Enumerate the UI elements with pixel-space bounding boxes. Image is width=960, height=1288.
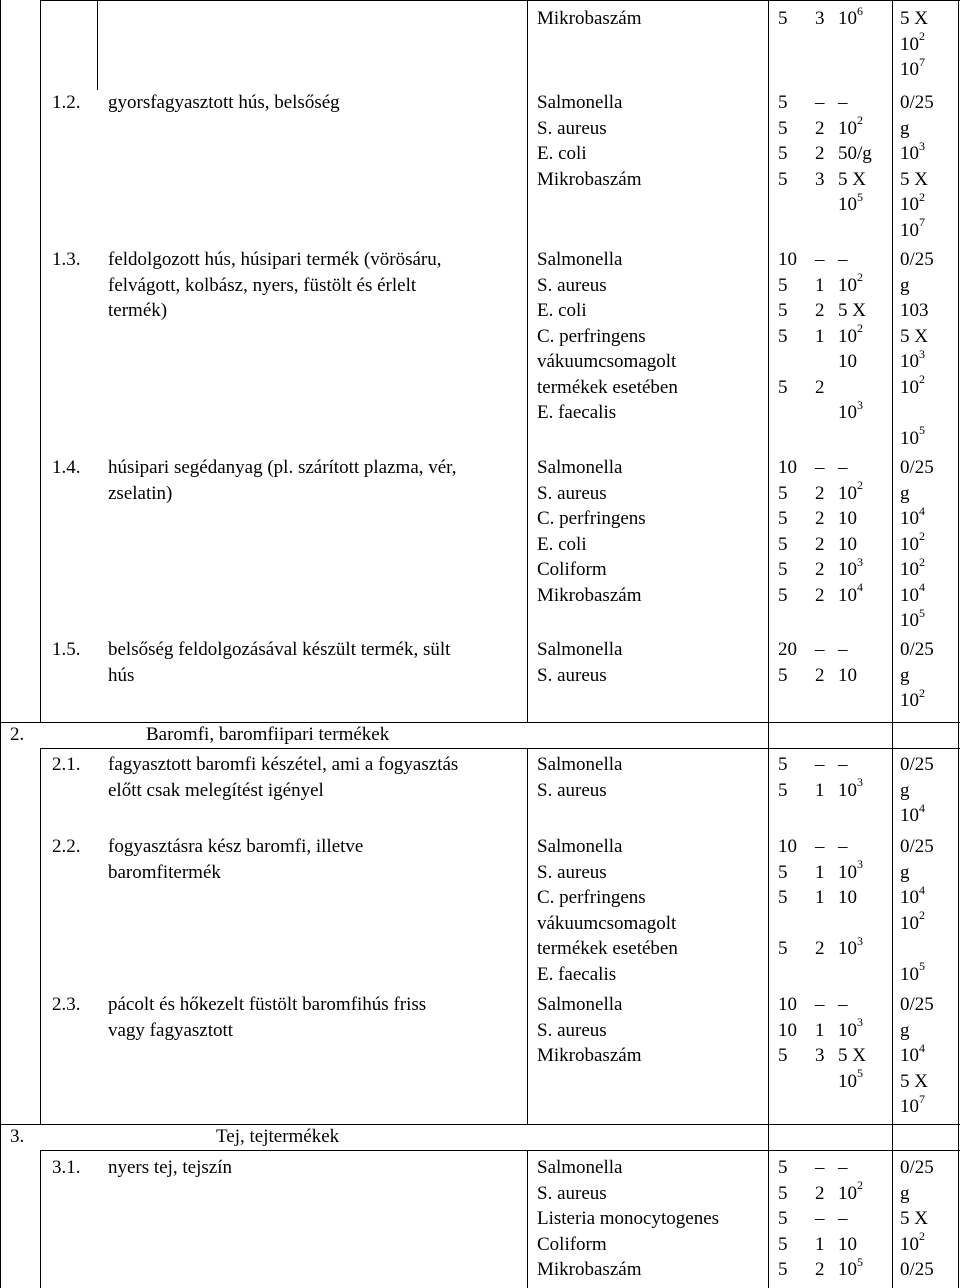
row-indicators-line: Salmonella [537, 836, 623, 857]
row-M-line: $10^3$ [900, 138, 925, 164]
row-n-line: 5 [778, 779, 788, 801]
row-c-line: 1 [815, 887, 825, 908]
row-c [815, 637, 825, 688]
row-m-line: $10^3$ [838, 554, 863, 580]
header-M [900, 6, 928, 83]
row-c-line: 2 [815, 376, 825, 398]
row-n-line: 5 [778, 92, 788, 113]
row-m [838, 992, 866, 1094]
row-n [778, 1155, 788, 1283]
row-n [778, 752, 788, 803]
row-c [815, 992, 825, 1069]
row-n [778, 992, 797, 1069]
row-description-line: belsőség feldolgozásával készült termék, sült [108, 639, 451, 660]
row-n-line: 10 [778, 1019, 797, 1041]
row-m-line: $10^2$ [838, 478, 863, 504]
row-M-line: g [900, 861, 910, 883]
row-c [815, 834, 825, 962]
row-m-line: 10 [838, 533, 857, 555]
row-m-line: – [838, 92, 848, 113]
row-M-line: $10^3$ [900, 346, 925, 372]
row-m-line: $10^3$ [838, 397, 863, 423]
section2-title: Baromfi, baromfiipari termékek [146, 724, 390, 745]
row-c [815, 455, 825, 608]
rule-section2 [0, 722, 960, 723]
header-c: 3 [815, 8, 825, 29]
row-indicators [537, 992, 641, 1069]
row-number-line: 2.3. [52, 994, 81, 1015]
row-m-line: $10^5$ [838, 1254, 863, 1280]
row-description-line: hús [108, 664, 135, 686]
row-indicators-line: Salmonella [537, 754, 623, 775]
row-M-line: g [900, 482, 910, 504]
row-description [108, 992, 426, 1043]
row-m-line: 5 X [838, 168, 866, 190]
row-n-line: 5 [778, 861, 788, 883]
row-m-line: – [838, 836, 848, 857]
row-indicators-line: C. perfringens [537, 508, 646, 529]
row-M-line: g [900, 1182, 910, 1204]
row-indicators-line: S. aureus [537, 1182, 607, 1204]
row-indicators-line: S. aureus [537, 482, 607, 504]
row-M [900, 247, 934, 451]
row-c-line: 1 [815, 1233, 825, 1255]
row-description-line: zselatin) [108, 482, 173, 504]
row-n-line: 5 [778, 887, 788, 908]
row-M-line: $10^4$ [900, 580, 925, 606]
row-m-line [838, 911, 863, 937]
row-indicators-line: Mikrobaszám [537, 584, 642, 606]
row-n-line: 5 [778, 1182, 788, 1204]
row-indicators-line: Salmonella [537, 92, 623, 113]
row-m [838, 752, 863, 803]
row-n-line: 10 [778, 836, 797, 857]
row-c-line [815, 349, 825, 375]
row-n-line: 5 [778, 143, 788, 164]
row-number [52, 752, 81, 778]
row-m [838, 90, 872, 218]
row-m [838, 637, 857, 688]
row-m-line: $10^3$ [838, 933, 863, 959]
row-M [900, 90, 934, 243]
row-c-line: 1 [815, 1019, 825, 1041]
row-m-line: – [838, 1157, 848, 1178]
row-M-line [900, 936, 934, 962]
row-indicators-line: termékek esetében [537, 938, 678, 959]
row-m-line: – [838, 754, 848, 775]
cell-line: $10^2$ [900, 29, 925, 55]
row-n [778, 455, 797, 608]
row-M-line: $10^2$ [900, 529, 925, 555]
row-description [108, 752, 458, 803]
row-M-line [900, 400, 934, 426]
row-indicators-line: S. aureus [537, 117, 607, 139]
row-n-line: 5 [778, 274, 788, 296]
row-M [900, 637, 934, 714]
row-m-line: 10 [838, 887, 857, 908]
rule-section3-bottom [40, 1150, 960, 1151]
row-M-line: $10^7$ [900, 1091, 925, 1117]
row-M-line: 5 X [900, 1208, 928, 1229]
row-c-line: 2 [815, 664, 825, 686]
row-M-line: $10^2$ [900, 685, 925, 711]
row-description [108, 834, 363, 885]
row-c [815, 247, 825, 400]
row-M-line: $10^2$ [900, 908, 925, 934]
row-n-line: 5 [778, 938, 788, 959]
row-indicators-line: Salmonella [537, 1157, 623, 1178]
row-n-line: 5 [778, 1233, 788, 1255]
rule-top [40, 0, 960, 1]
row-c-line: 2 [815, 117, 825, 139]
row-M-line: 5 X [900, 168, 928, 190]
row-indicators-line: vákuumcsomagolt [537, 912, 677, 934]
rule-section2-bottom [40, 748, 960, 749]
row-m-line: 5 X [838, 1045, 866, 1066]
row-indicators-line: S. aureus [537, 274, 607, 296]
row-m-line: – [838, 457, 848, 478]
row-number-line: 1.2. [52, 92, 81, 113]
row-m-line: $10^3$ [838, 775, 863, 801]
row-description [108, 455, 457, 506]
rule-left-inner-3 [40, 1150, 41, 1288]
row-n-line: 10 [778, 994, 797, 1015]
row-n-line: 5 [778, 482, 788, 504]
row-n-line: 20 [778, 639, 797, 660]
row-indicators-line: Salmonella [537, 249, 623, 270]
row-M-line: $10^4$ [900, 800, 925, 826]
row-M-line: g [900, 664, 910, 686]
row-c-line: – [815, 457, 825, 478]
row-description-line: baromfitermék [108, 861, 221, 883]
row-c-line: – [815, 754, 825, 775]
row-m-line: – [838, 994, 848, 1015]
row-m-line: $10^4$ [838, 580, 863, 606]
row-M-line: $10^7$ [900, 215, 925, 241]
row-number-line: 1.4. [52, 457, 81, 478]
row-indicators-line: C. perfringens [537, 887, 646, 908]
row-M-line: g [900, 1019, 910, 1041]
row-n-line: 5 [778, 117, 788, 139]
row-M-line: 0/25 [900, 457, 934, 478]
row-m-line: $10^2$ [838, 270, 863, 296]
row-M-line: g [900, 117, 910, 139]
row-indicators [537, 455, 646, 608]
row-n-line [778, 349, 797, 375]
row-indicators-line: E. faecalis [537, 963, 617, 985]
row-M-line: 5 X [900, 1070, 928, 1092]
row-indicators-line: vákuumcsomagolt [537, 351, 677, 372]
row-indicators-line: S. aureus [537, 861, 607, 883]
row-description-line: előtt csak melegítést igényel [108, 779, 324, 801]
row-c-line: – [815, 994, 825, 1015]
row-indicators-line: Listeria monocytogenes [537, 1208, 720, 1229]
row-c-line: 2 [815, 533, 825, 555]
row-c-line: 1 [815, 861, 825, 883]
row-M-line: 0/25 [900, 249, 934, 270]
row-M-line: g [900, 274, 910, 296]
row-c-line [815, 911, 825, 937]
row-n [778, 637, 797, 688]
row-c-line: – [815, 1157, 825, 1178]
row-M-line: 0/25 [900, 836, 934, 857]
rule-left-outer [0, 0, 1, 1288]
row-indicators-line: E. coli [537, 143, 587, 164]
row-indicators [537, 637, 622, 688]
header-indicator: Mikrobaszám [537, 8, 642, 29]
row-M-line: $10^4$ [900, 1040, 925, 1066]
row-c-line: 2 [815, 482, 825, 504]
row-indicators [537, 752, 622, 803]
row-number [52, 834, 81, 860]
row-M [900, 752, 934, 829]
row-m-line: – [838, 249, 848, 270]
rule-desc-col [527, 0, 528, 722]
row-c [815, 90, 825, 192]
row-n-line: 5 [778, 508, 788, 529]
row-m-line: 10 [838, 1233, 857, 1255]
row-m-line: 10 [838, 664, 857, 686]
row-indicators [537, 1155, 719, 1283]
row-description-line: pácolt és hőkezelt füstölt baromfihús friss [108, 994, 427, 1015]
row-indicators [537, 247, 678, 426]
row-number [52, 637, 81, 663]
row-number [52, 247, 81, 273]
row-m-line: $10^2$ [838, 1178, 863, 1204]
row-M-line: g [900, 779, 910, 801]
row-m-line: – [838, 1208, 848, 1229]
row-c-line: 2 [815, 938, 825, 959]
row-n [778, 834, 797, 962]
row-n-line: 5 [778, 754, 788, 775]
row-c-line: – [815, 92, 825, 113]
row-m-line: $10^2$ [838, 113, 863, 139]
cell-line: $10^7$ [900, 54, 925, 80]
section2-num: 2. [10, 724, 25, 745]
row-M-line: 0/25 [900, 1157, 934, 1178]
row-n-line: 5 [778, 1259, 788, 1280]
row-number [52, 90, 81, 116]
row-M-line: $10^5$ [900, 423, 925, 449]
row-indicators-line: Coliform [537, 559, 607, 580]
row-c-line: 3 [815, 1045, 825, 1066]
row-M-line: 0/25 [900, 639, 934, 660]
row-number-line: 1.3. [52, 249, 81, 270]
row-M-line: 0/25 [900, 1259, 934, 1280]
row-c-line: 1 [815, 779, 825, 801]
row-indicators-line: E. faecalis [537, 402, 617, 423]
section3-num: 3. [10, 1126, 25, 1147]
row-M-line: 103 [900, 300, 929, 321]
row-m [838, 834, 863, 962]
row-description-line: feldolgozott hús, húsipari termék (vörösáru, [108, 249, 442, 270]
rule-left-inner [40, 0, 41, 722]
row-n-line: 10 [778, 457, 797, 478]
row-c-line: 2 [815, 300, 825, 321]
row-indicators [537, 834, 678, 987]
row-m [838, 455, 863, 608]
row-c [815, 752, 825, 803]
row-indicators-line: C. perfringens [537, 325, 646, 347]
row-n-line: 10 [778, 249, 797, 270]
row-description-line: fagyasztott baromfi készétel, ami a fogyasztás [108, 754, 459, 775]
row-indicators-line: E. coli [537, 300, 587, 321]
row-m [838, 1155, 863, 1283]
row-n-line: 5 [778, 584, 788, 606]
row-m-line: – [838, 639, 848, 660]
row-number [52, 455, 81, 481]
row-m-line: $10^3$ [838, 1015, 863, 1041]
row-c-line: 1 [815, 274, 825, 296]
rule-desc-col-2 [527, 748, 528, 1124]
row-description [108, 637, 450, 688]
row-indicators-line: Mikrobaszám [537, 1045, 642, 1066]
row-M-line: $10^2$ [900, 189, 925, 215]
row-number [52, 992, 81, 1018]
rule-right [958, 0, 959, 1288]
row-indicators-line: Coliform [537, 1233, 607, 1255]
row-description-line: gyorsfagyasztott hús, belsőség [108, 92, 340, 113]
row-n [778, 247, 797, 400]
row-m-line: $10^5$ [838, 189, 863, 215]
header-n: 5 [778, 8, 788, 29]
rule-desc-col-3 [527, 1150, 528, 1288]
row-c-line: – [815, 836, 825, 857]
row-n-line: 5 [778, 300, 788, 321]
row-M [900, 834, 934, 987]
row-indicators-line: S. aureus [537, 1019, 607, 1041]
row-c-line: 2 [815, 508, 825, 529]
row-m-line [838, 375, 866, 401]
row-indicators-line: S. aureus [537, 664, 607, 686]
row-M-line: $10^5$ [900, 605, 925, 631]
row-m-line: $10^3$ [838, 857, 863, 883]
row-m-line: 10 [838, 508, 857, 529]
row-m-line: 10 [838, 351, 857, 372]
row-number-line: 3.1. [52, 1157, 81, 1178]
row-c-line: 3 [815, 168, 825, 190]
row-m [838, 247, 866, 426]
row-M-line: 0/25 [900, 92, 934, 113]
row-n-line: 5 [778, 1045, 788, 1066]
row-c-line: – [815, 249, 825, 270]
row-description-line: termék) [108, 300, 168, 321]
rule-section3 [0, 1124, 960, 1125]
row-n [778, 90, 788, 192]
row-M-line: $10^4$ [900, 503, 925, 529]
row-M [900, 455, 934, 634]
row-description [108, 247, 441, 324]
row-indicators [537, 90, 641, 192]
row-M [900, 1155, 934, 1283]
row-indicators-line: Salmonella [537, 457, 623, 478]
row-M [900, 992, 934, 1120]
rule-num-col [97, 0, 98, 90]
row-indicators-line: S. aureus [537, 779, 607, 801]
rule-ind-col [768, 0, 769, 1288]
row-n-line: 5 [778, 325, 788, 347]
row-n-line [778, 911, 797, 937]
row-indicators-line: Mikrobaszám [537, 1259, 642, 1280]
row-m-line: $10^2$ [838, 321, 863, 347]
row-n-line: 5 [778, 1208, 788, 1229]
row-indicators-line: Salmonella [537, 994, 623, 1015]
row-c [815, 1155, 825, 1283]
row-M-line: 5 X [900, 325, 928, 347]
row-c-line: 2 [815, 143, 825, 164]
row-description [108, 90, 340, 116]
header-m: $10^6$ [838, 3, 863, 29]
row-M-line: $10^5$ [900, 959, 925, 985]
row-M-line: $10^2$ [900, 1229, 925, 1255]
row-description [108, 1155, 232, 1181]
row-number-line: 2.2. [52, 836, 81, 857]
row-c-line: – [815, 639, 825, 660]
row-description-line: fogyasztásra kész baromfi, illetve [108, 836, 364, 857]
row-n-line: 5 [778, 664, 788, 686]
row-n-line: 5 [778, 533, 788, 555]
row-number [52, 1155, 81, 1181]
row-description-line: húsipari segédanyag (pl. szárított plazma, vér, [108, 457, 457, 478]
row-m-line: $10^5$ [838, 1066, 863, 1092]
row-M-line: 0/25 [900, 994, 934, 1015]
row-M-line: $10^4$ [900, 882, 925, 908]
row-indicators-line: Mikrobaszám [537, 168, 642, 190]
rule-left-inner-2 [40, 748, 41, 1124]
row-number-line: 1.5. [52, 639, 81, 660]
row-M-line: $10^2$ [900, 372, 925, 398]
row-indicators-line: Salmonella [537, 639, 623, 660]
row-n-line: 5 [778, 376, 788, 398]
row-c-line: 2 [815, 1259, 825, 1280]
row-M-line: $10^2$ [900, 554, 925, 580]
row-n-line: 5 [778, 559, 788, 580]
row-M-line: 0/25 [900, 754, 934, 775]
row-c-line: 2 [815, 1182, 825, 1204]
row-c-line: – [815, 1208, 825, 1229]
row-n-line: 5 [778, 1157, 788, 1178]
row-n-line: 5 [778, 168, 788, 190]
row-description-line: felvágott, kolbász, nyers, füstölt és érlelt [108, 274, 417, 296]
row-indicators-line: E. coli [537, 533, 587, 555]
row-m-line: 50/g [838, 143, 872, 164]
row-indicators-line: termékek esetében [537, 376, 678, 398]
row-m-line: 5 X [838, 300, 866, 321]
row-description-line: vagy fagyasztott [108, 1019, 234, 1041]
section3-title: Tej, tejtermékek [216, 1126, 340, 1147]
row-c-line: 1 [815, 325, 825, 347]
row-description-line: nyers tej, tejszín [108, 1157, 232, 1178]
row-c-line: 2 [815, 584, 825, 606]
row-number-line: 2.1. [52, 754, 81, 775]
cell-line: 5 X [900, 8, 928, 29]
rule-m-col [892, 0, 893, 1288]
row-c-line: 2 [815, 559, 825, 580]
